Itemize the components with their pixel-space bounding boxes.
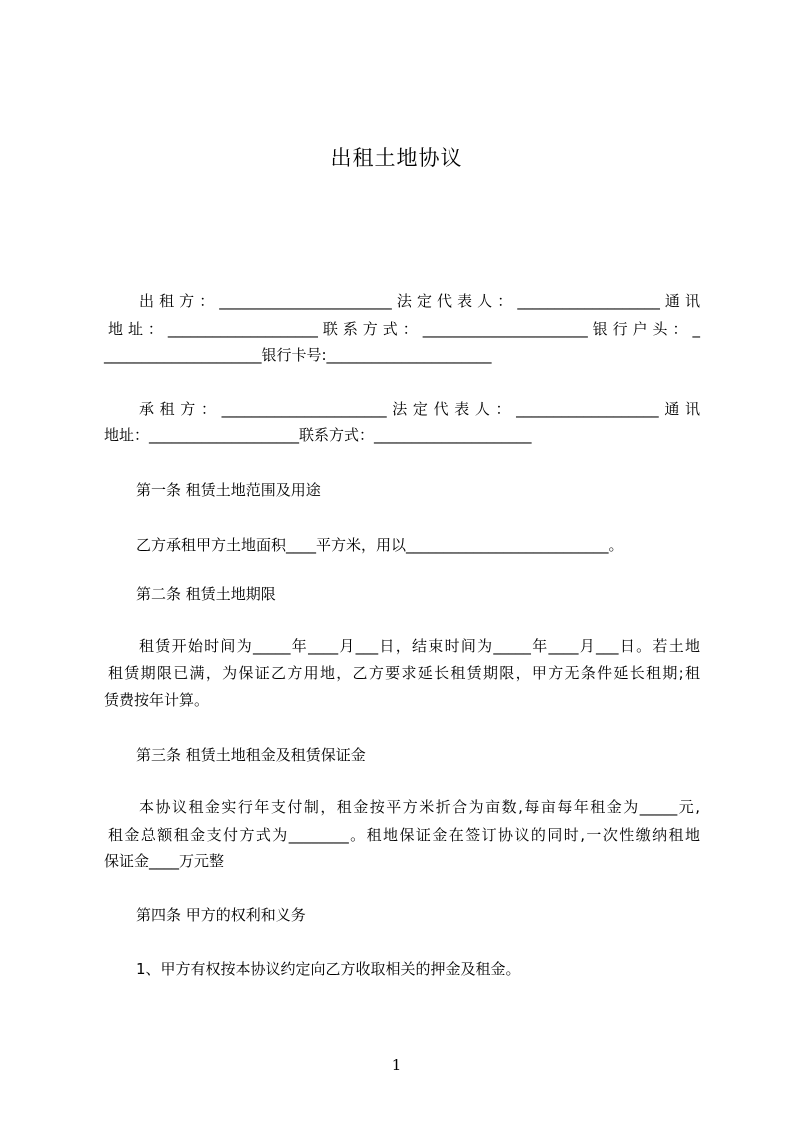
lessor-line-1: 出租方：_______________________法定代表人：___________________通讯 xyxy=(139,292,700,310)
lessor-line-2: 地址：____________________联系方式：______________________银行户头：_ xyxy=(108,320,700,338)
article-3-line-3: 保证金____万元整 xyxy=(104,852,225,870)
article-2-line-2: 租赁期限已满，为保证乙方用地，乙方要求延长租赁期限，甲方无条件延长租期;租 xyxy=(108,664,700,682)
page-number: 1 xyxy=(391,1056,402,1074)
article-3-line-2: 租金总额租金支付方式为________。租地保证金在签订协议的同时,一次性缴纳租地 xyxy=(108,826,700,844)
lessor-line-3: _____________________银行卡号:______________________ xyxy=(104,346,492,364)
article-4-heading: 第四条 甲方的权利和义务 xyxy=(136,906,306,924)
article-1-heading: 第一条 租赁土地范围及用途 xyxy=(136,481,321,499)
article-4-line-1: 1、甲方有权按本协议约定向乙方收取相关的押金及租金。 xyxy=(136,960,521,978)
article-2-line-3: 赁费按年计算。 xyxy=(104,691,210,709)
article-3-line-1: 本协议租金实行年支付制，租金按平方米折合为亩数,每亩每年租金为_____元, xyxy=(139,798,700,816)
article-2-heading: 第二条 租赁土地期限 xyxy=(136,585,276,603)
lessee-line-1: 承租方：______________________法定代表人：___________________通讯 xyxy=(139,400,700,418)
article-1-line-1: 乙方承租甲方土地面积____平方米，用以___________________________。 xyxy=(136,536,624,554)
article-2-line-1: 租赁开始时间为_____年____月___日，结束时间为_____年____月___日。若土地 xyxy=(139,637,700,655)
lessee-line-2: 地址：____________________联系方式：_____________________ xyxy=(104,426,532,444)
document-title: 出租土地协议 xyxy=(330,146,463,170)
article-3-heading: 第三条 租赁土地租金及租赁保证金 xyxy=(136,746,366,764)
